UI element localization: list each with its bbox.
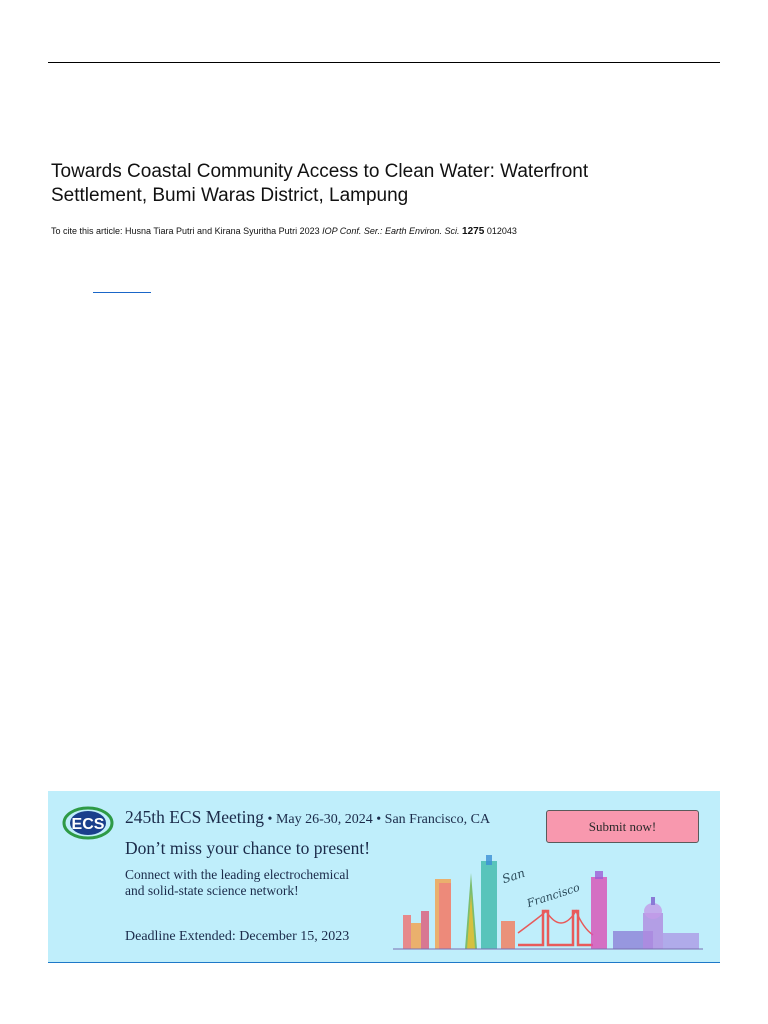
citation-prefix: To cite this article: Husna Tiara Putri and Kirana Syuritha Putri 2023	[51, 226, 323, 236]
meeting-name: 245th ECS Meeting	[125, 807, 265, 827]
ecs-advertisement-banner[interactable]	[48, 791, 720, 963]
connect-line-2: and solid-state science network!	[125, 883, 299, 898]
article-title-line-1: Towards Coastal Community Access to Clean Water: Waterfront	[51, 161, 589, 182]
meeting-separator-1: •	[264, 812, 276, 827]
banner-connect-text	[125, 867, 349, 899]
ecs-logo-icon	[62, 806, 114, 840]
citation-journal: IOP Conf. Ser.: Earth Environ. Sci.	[322, 226, 460, 236]
connect-line-1: Connect with the leading electrochemical	[125, 867, 350, 882]
view-article-link[interactable]	[93, 283, 151, 293]
citation	[51, 226, 517, 237]
meeting-dates: May 26-30, 2024	[275, 812, 373, 827]
citation-volume: 1275	[462, 226, 485, 237]
submit-now-button[interactable]: Submit now!	[546, 810, 699, 843]
header-rule	[48, 62, 720, 63]
citation-article-number: 012043	[486, 226, 517, 236]
deadline-text: Deadline Extended: December 15, 2023	[125, 929, 350, 944]
meeting-location: San Francisco, CA	[384, 812, 491, 827]
meeting-line	[125, 807, 490, 828]
san-francisco-skyline-illustration	[393, 853, 713, 953]
san-francisco-script-1: San	[500, 865, 527, 887]
ecs-logo-text: ECS	[71, 816, 105, 833]
article-title	[51, 160, 711, 208]
article-title-line-2: Settlement, Bumi Waras District, Lampung	[51, 185, 409, 206]
san-francisco-script-2: Francisco	[525, 880, 582, 911]
meeting-separator-2: •	[372, 812, 385, 827]
banner-tagline: Don’t miss your chance to present!	[125, 838, 371, 858]
